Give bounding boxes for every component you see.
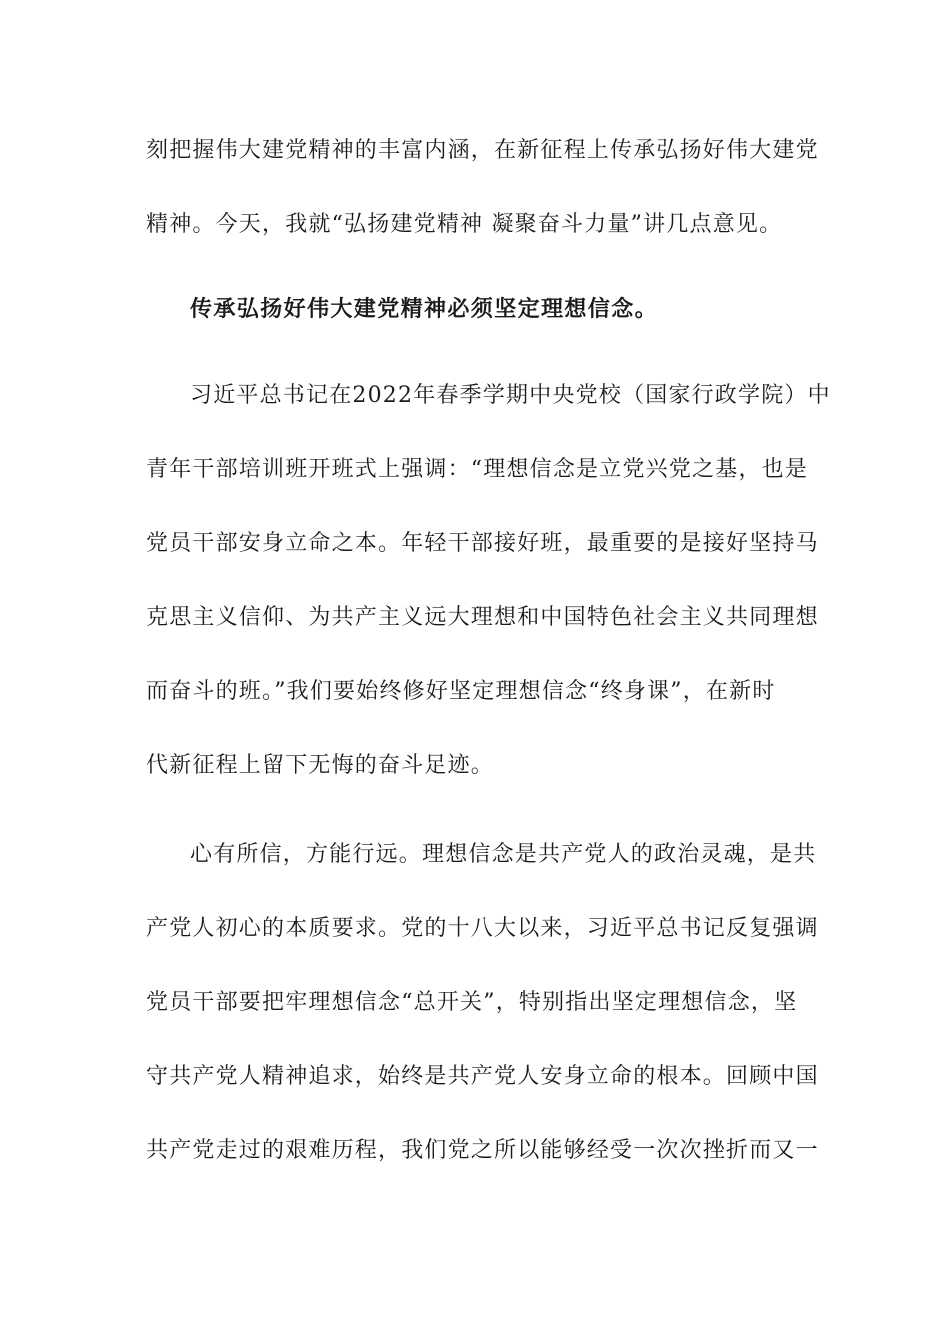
paragraph-1 <box>146 359 831 803</box>
section-heading-block <box>146 273 806 347</box>
text-line: 青年干部培训班开班式上强调：“理想信念是立党兴党之基，也是 <box>146 457 809 482</box>
text-line: 守共产党人精神追求，始终是共产党人安身立命的根本。回顾中国 <box>146 1064 819 1089</box>
text-line: 习近平总书记在2022年春季学期中央党校（国家行政学院）中 <box>190 383 831 408</box>
text-line: 共产党走过的艰难历程，我们党之所以能够经受一次次挫折而又一 <box>146 1138 819 1163</box>
text-line: 而奋斗的班。”我们要始终修好坚定理想信念“终身课”，在新时 <box>146 679 776 704</box>
text-line: 精神。今天，我就“弘扬建党精神 凝聚奋斗力量”讲几点意见。 <box>146 212 783 237</box>
text-line: 心有所信，方能行远。理想信念是共产党人的政治灵魂，是共 <box>190 842 817 867</box>
paragraph-2 <box>146 818 819 1188</box>
text-line: 代新征程上留下无悔的奋斗足迹。 <box>146 753 495 778</box>
text-line: 党员干部要把牢理想信念“总开关”，特别指出坚定理想信念，坚 <box>146 990 798 1015</box>
section-heading: 传承弘扬好伟大建党精神必须坚定理想信念。 <box>190 297 659 322</box>
text-line: 党员干部安身立命之本。年轻干部接好班，最重要的是接好坚持马 <box>146 531 819 556</box>
text-line: 克思主义信仰、为共产主义远大理想和中国特色社会主义共同理想 <box>146 605 819 630</box>
text-line: 产党人初心的本质要求。党的十八大以来，习近平总书记反复强调 <box>146 916 819 941</box>
intro-paragraph <box>146 114 819 262</box>
text-line: 刻把握伟大建党精神的丰富内涵，在新征程上传承弘扬好伟大建党 <box>146 138 819 163</box>
